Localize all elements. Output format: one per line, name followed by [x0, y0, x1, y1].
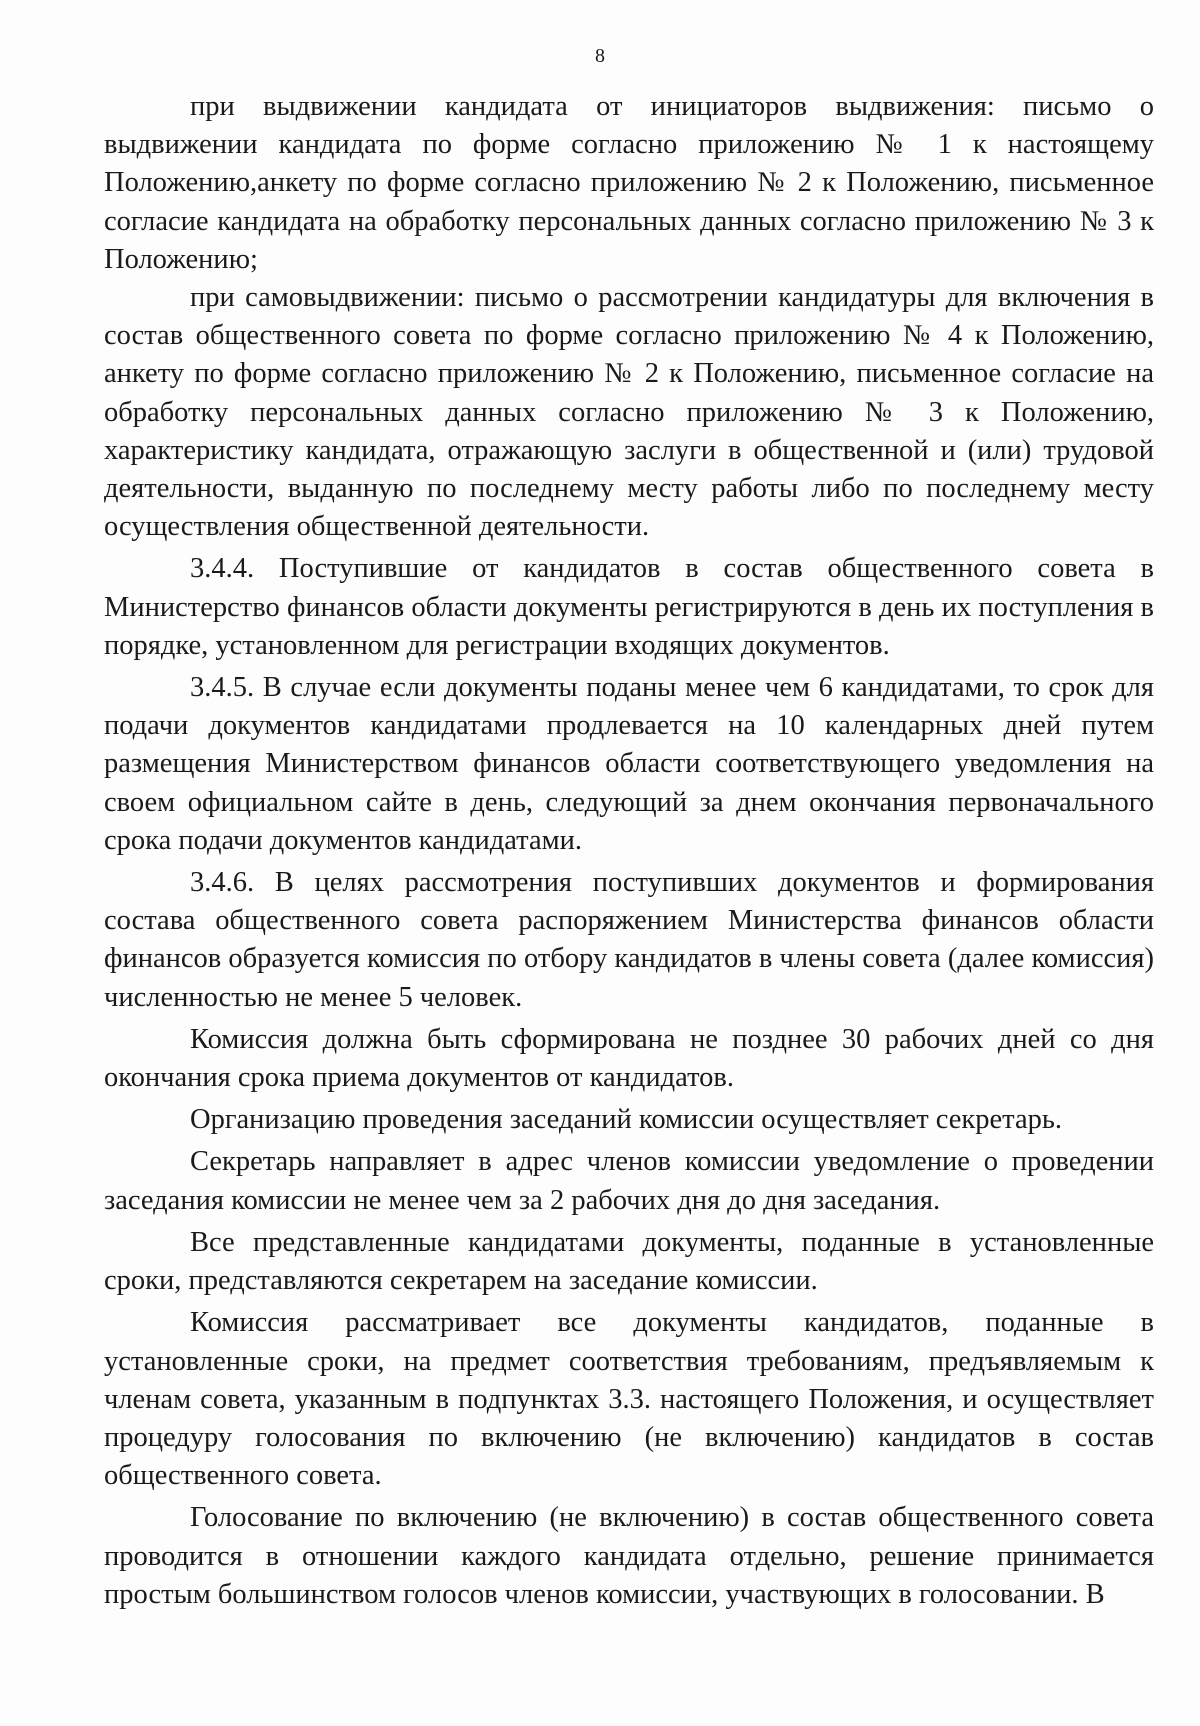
paragraph-documents-submission: Все представленные кандидатами документы, поданные в установленные сроки, представляются секретарем на заседание комиссии. [104, 1226, 1154, 1297]
paragraph-self-nomination: при самовыдвижении: письмо о рассмотрении кандидатуры для включения в состав общественного совета по форме согласно приложению № 4 к Положению, анкету по форме согласно приложению № 2 к Положению, письменное согласие на обработку персональных данных согласно приложению № 3 к Положению, характеристику кандидата, отражающую заслуги в общественной и (или) трудовой деятельности, выданную по последнему месту работы либо по последнему месту осуществления общественной деятельности. [104, 282, 1154, 543]
paragraph-3-4-5: 3.4.5. В случае если документы поданы менее чем 6 кандидатами, то срок для подачи документов кандидатами продлевается на 10 календарных дней путем размещения Министерством финансов области соответствующего уведомления на своем официальном сайте в день, следующий за днем окончания первоначального срока подачи документов кандидатами. [104, 672, 1154, 856]
paragraph-secretary-notice: Секретарь направляет в адрес членов комиссии уведомление о проведении заседания комиссии не менее чем за 2 рабочих дня до дня заседания. [104, 1146, 1154, 1216]
paragraph-voting: Голосование по включению (не включению) в состав общественного совета проводится в отношении каждого кандидата отдельно, решение принимается простым большинством голосов членов комиссии, участвующих в голосовании. В [104, 1502, 1154, 1610]
paragraph-commission-formation: Комиссия должна быть сформирована не позднее 30 рабочих дней со дня окончания срока приема документов от кандидатов. [104, 1023, 1154, 1094]
page-number: 8 [595, 45, 605, 67]
paragraph-3-4-6: 3.4.6. В целях рассмотрения поступивших документов и формирования состава общественного совета распоряжением Министерства финансов области финансов образуется комиссия по отбору кандидатов в члены совета (далее комиссия) численностью не менее 5 человек. [104, 867, 1154, 1013]
paragraph-nomination-by-initiators: при выдвижении кандидата от инициаторов выдвижения: письмо о выдвижении кандидата по форме согласно приложению № 1 к настоящему Положению,анкету по форме согласно приложению № 2 к Положению, письменное согласие кандидата на обработку персональных данных согласно приложению № 3 к Положению; [104, 91, 1154, 275]
paragraph-3-4-4: 3.4.4. Поступившие от кандидатов в состав общественного совета в Министерство финансов области документы регистрируются в день их поступления в порядке, установленном для регистрации входящих документов. [104, 553, 1154, 661]
paragraph-commission-review: Комиссия рассматривает все документы кандидатов, поданные в установленные сроки, на предмет соответствия требованиям, предъявляемым к членам совета, указанным в подпунктах 3.3. настоящего Положения, и осуществляет процедуру голосования по включению (не включению) кандидатов в состав общественного совета. [104, 1307, 1154, 1492]
document-body [104, 88, 1154, 1614]
paragraph-secretary-organization: Организацию проведения заседаний комиссии осуществляет секретарь. [190, 1104, 1062, 1136]
